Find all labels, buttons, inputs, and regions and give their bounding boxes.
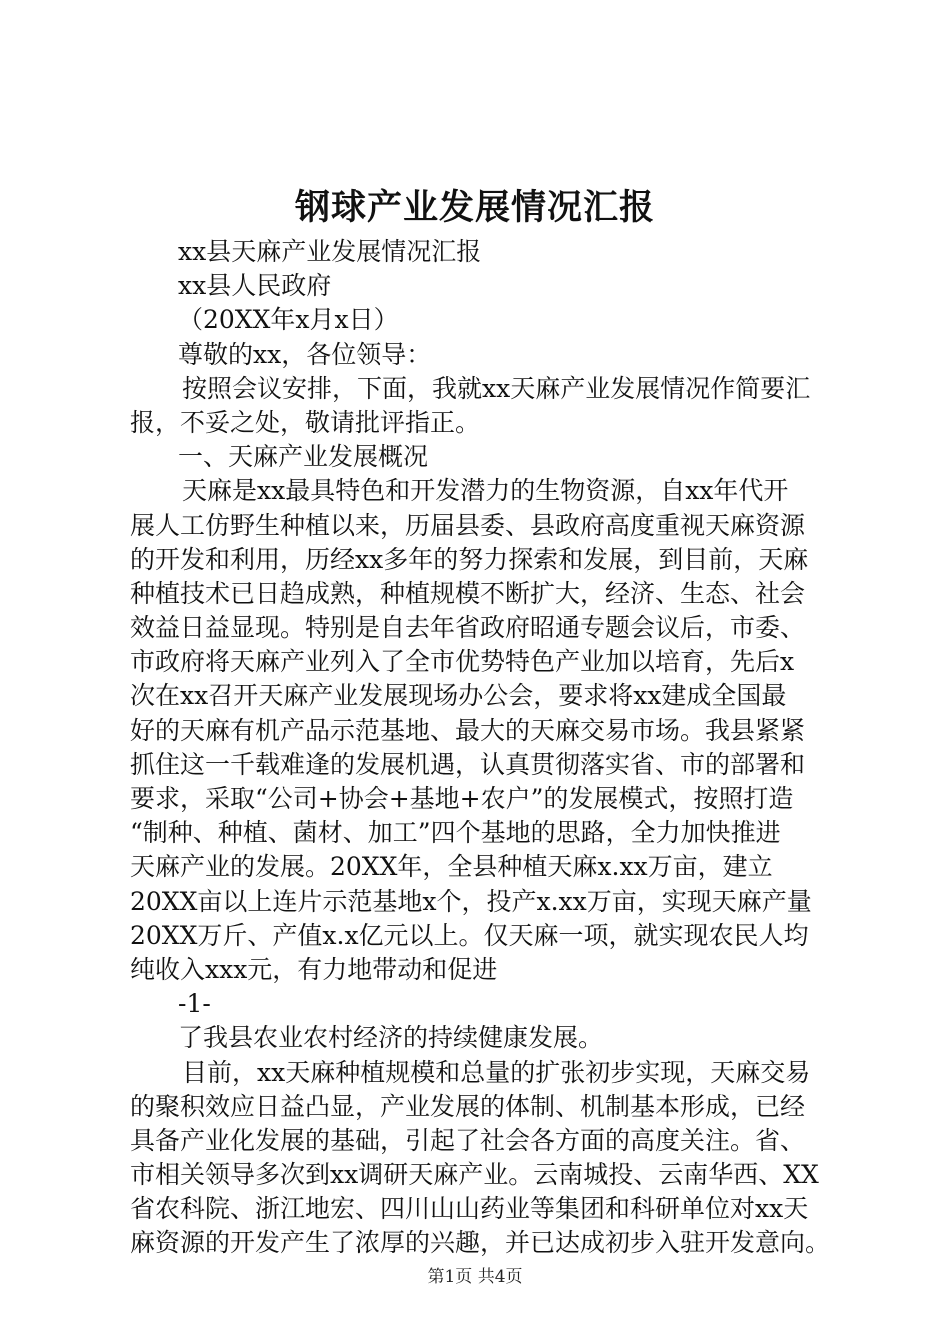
document-title: 钢球产业发展情况汇报 bbox=[294, 187, 655, 228]
section-heading: 一、天麻产业发展概况 bbox=[178, 442, 429, 472]
salutation-line: 尊敬的xx，各位领导： bbox=[178, 339, 432, 369]
paragraph-line: 天麻是xx最具特色和开发潜力的生物资源，自xx年代开 bbox=[182, 476, 789, 506]
paragraph-line: 的聚积效应日益凸显，产业发展的体制、机制基本形成，已经 bbox=[130, 1091, 806, 1121]
paragraph-line: 好的天麻有机产品示范基地、最大的天麻交易市场。我县紧紧 bbox=[130, 715, 806, 745]
intro-paragraph-line: 按照会议安排，下面，我就xx天麻产业发展情况作简要汇 bbox=[182, 373, 811, 403]
document-body bbox=[130, 235, 832, 1261]
paragraph-line: 具备产业化发展的基础，引起了社会各方面的高度关注。省、 bbox=[130, 1125, 806, 1155]
paragraph-line: 纯收入xxx元，有力地带动和促进 bbox=[130, 954, 498, 984]
paragraph-line: 的开发和利用，历经xx多年的努力探索和发展，到目前，天麻 bbox=[130, 544, 809, 574]
paragraph-line: 市相关领导多次到xx调研天麻产业。云南城投、云南华西、XX bbox=[130, 1160, 819, 1190]
paragraph-line: 20XX亩以上连片示范基地x个，投产x.xx万亩，实现天麻产量 bbox=[130, 886, 812, 916]
paragraph-line: 种植技术已日趋成熟，种植规模不断扩大，经济、生态、社会 bbox=[130, 578, 806, 608]
paragraph-line: 效益日益显现。特别是自去年省政府昭通专题会议后，市委、 bbox=[130, 613, 806, 643]
paragraph-line: 天麻产业的发展。20XX年，全县种植天麻x.xx万亩，建立 bbox=[130, 852, 773, 882]
continuation-line: 了我县农业农村经济的持续健康发展。 bbox=[178, 1023, 604, 1053]
paragraph-line: 市政府将天麻产业列入了全市优势特色产业加以培育，先后x bbox=[130, 647, 795, 677]
paragraph-line: 目前，xx天麻种植规模和总量的扩张初步实现，天麻交易 bbox=[182, 1057, 811, 1087]
author-line: xx县人民政府 bbox=[178, 271, 332, 301]
paragraph-line: 展人工仿野生种植以来，历届县委、县政府高度重视天麻资源 bbox=[130, 510, 806, 540]
paragraph-line: 抓住这一千载难逢的发展机遇，认真贯彻落实省、市的部署和 bbox=[130, 749, 806, 779]
paragraph-line: 省农科院、浙江地宏、四川山山药业等集团和科研单位对xx天 bbox=[130, 1194, 809, 1224]
paragraph-line: 麻资源的开发产生了浓厚的兴趣，并已达成初步入驻开发意向。 bbox=[130, 1228, 831, 1258]
paragraph-line: 要求，采取“公司+协会+基地+农户”的发展模式，按照打造 bbox=[130, 784, 794, 813]
paragraph-line: “制种、种植、菌材、加工”四个基地的思路，全力加快推进 bbox=[130, 818, 781, 848]
page-footer: 第1页 共4页 bbox=[427, 1267, 523, 1287]
inline-page-marker: -1- bbox=[178, 989, 211, 1019]
subtitle-line: xx县天麻产业发展情况汇报 bbox=[178, 237, 482, 266]
paragraph-line: 次在xx召开天麻产业发展现场办公会，要求将xx建成全国最 bbox=[130, 681, 787, 711]
date-line: （20XX年x月x日） bbox=[178, 305, 399, 335]
intro-paragraph-line: 报，不妥之处，敬请批评指正。 bbox=[130, 407, 481, 437]
paragraph-line: 20XX万斤、产值x.x亿元以上。仅天麻一项，就实现农民人均 bbox=[130, 920, 809, 950]
